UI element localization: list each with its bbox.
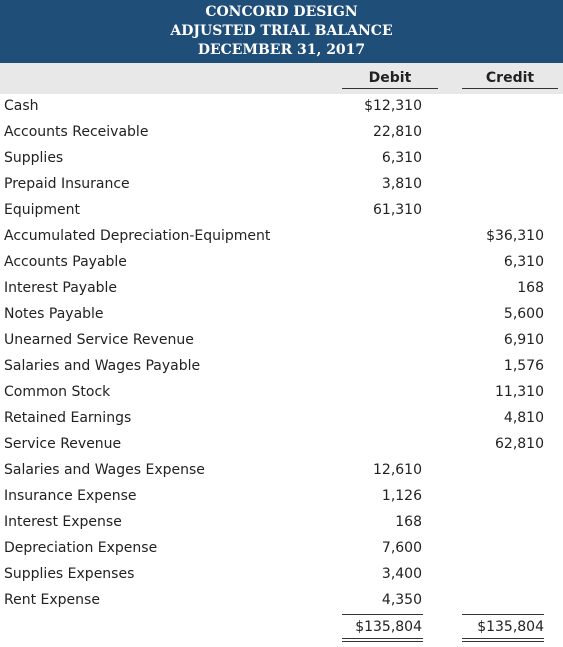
- credit-amount: 6,910: [503, 332, 544, 348]
- credit-amount: 5,600: [503, 306, 544, 322]
- debit-amount: 12,610: [373, 462, 422, 478]
- debit-amount: 6,310: [381, 150, 422, 166]
- account-name: Insurance Expense: [4, 488, 137, 504]
- table-row: [0, 145, 563, 171]
- account-name: Accounts Payable: [4, 254, 127, 270]
- debit-total-rule: [342, 614, 423, 615]
- table-row: [0, 587, 563, 613]
- account-name: Rent Expense: [4, 592, 100, 608]
- account-name: Equipment: [4, 202, 80, 218]
- table-row: [0, 223, 563, 249]
- account-name: Depreciation Expense: [4, 540, 158, 556]
- account-name: Salaries and Wages Expense: [4, 462, 205, 478]
- debit-double-underline-1: [342, 638, 423, 639]
- table-row: [0, 535, 563, 561]
- debit-amount: 1,126: [381, 488, 422, 504]
- account-name: Common Stock: [4, 384, 111, 400]
- table-row: [0, 275, 563, 301]
- table-row: [0, 457, 563, 483]
- credit-amount: 1,576: [503, 358, 544, 374]
- column-header-row: [0, 63, 563, 94]
- credit-amount: 6,310: [503, 254, 544, 270]
- credit-column-header: Credit: [485, 70, 535, 86]
- credit-amount: 4,810: [503, 410, 544, 426]
- debit-amount: 168: [395, 514, 422, 530]
- table-row: [0, 301, 563, 327]
- credit-amount: 168: [517, 280, 544, 296]
- account-name: Service Revenue: [4, 436, 122, 452]
- totals-row: [0, 613, 563, 645]
- credit-double-underline-1: [462, 638, 544, 639]
- debit-amount: 22,810: [373, 124, 422, 140]
- table-row: [0, 93, 563, 119]
- account-name: Unearned Service Revenue: [4, 332, 194, 348]
- account-name: Prepaid Insurance: [4, 176, 130, 192]
- account-name: Notes Payable: [4, 306, 104, 322]
- credit-header-underline: [462, 88, 558, 89]
- credit-amount: $36,310: [486, 228, 544, 244]
- debit-header-underline: [342, 88, 438, 89]
- account-name: Supplies: [4, 150, 64, 166]
- table-row: [0, 483, 563, 509]
- debit-amount: 61,310: [373, 202, 422, 218]
- credit-double-underline-2: [462, 641, 544, 642]
- debit-amount: 3,400: [381, 566, 422, 582]
- credit-total-rule: [462, 614, 544, 615]
- credit-amount: 11,310: [495, 384, 544, 400]
- table-row: [0, 561, 563, 587]
- debit-amount: $12,310: [364, 98, 422, 114]
- account-name: Cash: [4, 98, 39, 114]
- debit-double-underline-2: [342, 641, 423, 642]
- report-title: ADJUSTED TRIAL BALANCE: [170, 23, 393, 39]
- debit-amount: 7,600: [381, 540, 422, 556]
- credit-amount: 62,810: [495, 436, 544, 452]
- trial-balance-rows: [0, 93, 563, 613]
- account-name: Interest Payable: [4, 280, 118, 296]
- account-name: Accounts Receivable: [4, 124, 149, 140]
- table-row: [0, 379, 563, 405]
- company-name: CONCORD DESIGN: [205, 4, 358, 20]
- report-date: DECEMBER 31, 2017: [197, 42, 366, 58]
- table-row: [0, 431, 563, 457]
- debit-column-header: Debit: [368, 70, 412, 86]
- table-row: [0, 327, 563, 353]
- account-name: Interest Expense: [4, 514, 122, 530]
- account-name: Salaries and Wages Payable: [4, 358, 201, 374]
- debit-amount: 4,350: [381, 592, 422, 608]
- debit-total: $135,804: [355, 619, 422, 635]
- account-name: Accumulated Depreciation-Equipment: [4, 228, 271, 244]
- debit-amount: 3,810: [381, 176, 422, 192]
- account-name: Supplies Expenses: [4, 566, 135, 582]
- table-row: [0, 405, 563, 431]
- report-header: [0, 0, 563, 63]
- table-row: [0, 353, 563, 379]
- table-row: [0, 119, 563, 145]
- table-row: [0, 171, 563, 197]
- table-row: [0, 197, 563, 223]
- account-name: Retained Earnings: [4, 410, 132, 426]
- table-row: [0, 509, 563, 535]
- table-row: [0, 249, 563, 275]
- credit-total: $135,804: [477, 619, 544, 635]
